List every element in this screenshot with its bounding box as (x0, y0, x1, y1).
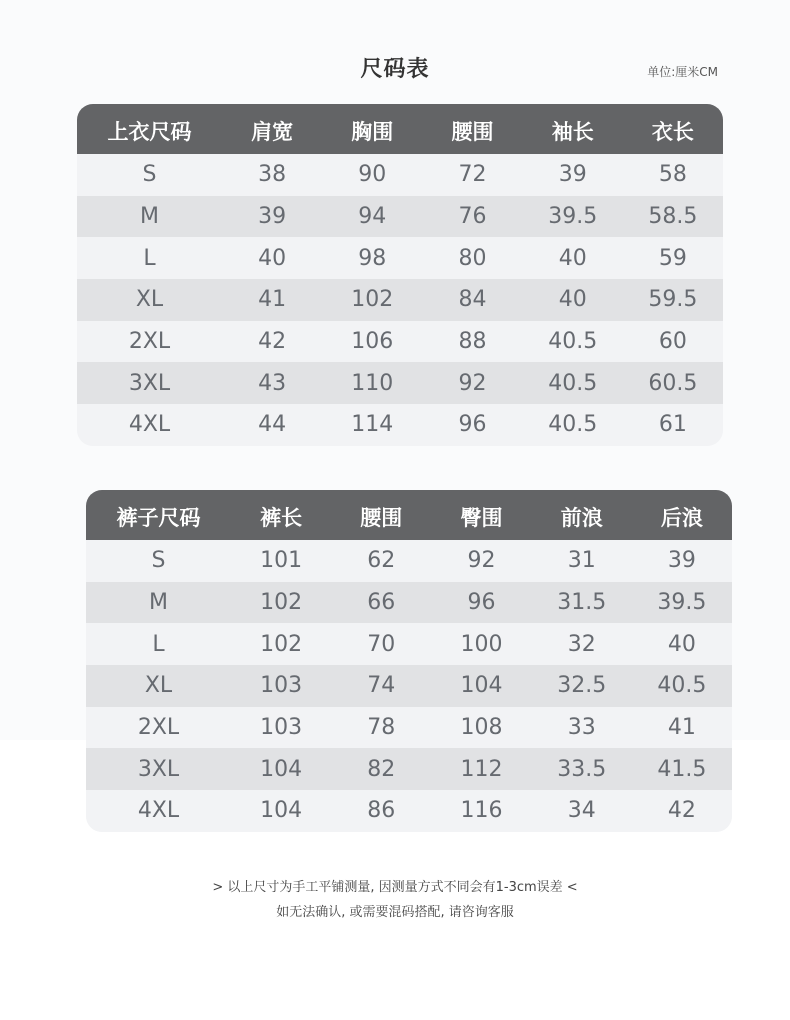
table-cell: 94 (358, 204, 387, 230)
table-cell: 86 (367, 798, 396, 824)
table-row (77, 237, 723, 279)
column-header: 前浪 (560, 506, 603, 530)
table-cell: 92 (467, 548, 496, 574)
table-cell: L (143, 245, 156, 271)
table-cell: 112 (460, 756, 503, 782)
table-cell: 38 (258, 162, 287, 188)
table-cell: XL (144, 673, 173, 699)
table-cell: S (142, 162, 157, 188)
column-header: 胸围 (351, 120, 394, 144)
table-cell: 62 (367, 548, 396, 574)
table-cell: 40.5 (548, 370, 598, 396)
table-cell: 40 (558, 287, 587, 313)
table-cell: 104 (460, 673, 503, 699)
column-header: 腰围 (360, 506, 403, 530)
table-cell: 72 (458, 162, 487, 188)
measurement-note: > 以上尺寸为手工平铺测量, 因测量方式不同会有1-3cm误差 < (212, 880, 578, 895)
table-cell: 59.5 (648, 287, 698, 313)
table-cell: 39 (667, 548, 696, 574)
column-header: 后浪 (660, 506, 703, 530)
table-cell: 34 (567, 798, 596, 824)
table-cell: 110 (351, 370, 394, 396)
table-cell: 33.5 (557, 756, 607, 782)
table-cell: 4XL (128, 412, 171, 438)
table-cell: 88 (458, 329, 487, 355)
column-header: 袖长 (551, 120, 594, 144)
top-size-table (77, 104, 723, 446)
table-row (86, 707, 732, 749)
table-cell: 101 (260, 548, 303, 574)
table-row (77, 321, 723, 363)
table-cell: 104 (260, 798, 303, 824)
table-cell: 41.5 (657, 756, 707, 782)
table-cell: 2XL (137, 715, 180, 741)
table-cell: 103 (260, 673, 303, 699)
table-cell: 108 (460, 715, 503, 741)
table-cell: 102 (351, 287, 394, 313)
table-cell: 41 (667, 715, 696, 741)
table-cell: 59 (658, 245, 687, 271)
table-cell: 41 (258, 287, 287, 313)
table-row (77, 279, 723, 321)
table-cell: 82 (367, 756, 396, 782)
table-cell: 98 (358, 245, 387, 271)
table-cell: 103 (260, 715, 303, 741)
column-header: 上衣尺码 (107, 120, 192, 144)
table-cell: 114 (351, 412, 394, 438)
table-cell: 96 (467, 590, 496, 616)
table-cell: XL (135, 287, 164, 313)
table-cell: 58.5 (648, 204, 698, 230)
table-cell: 92 (458, 370, 487, 396)
table-cell: 31 (567, 548, 596, 574)
table-row (77, 154, 723, 196)
column-header: 臀围 (460, 506, 503, 530)
table-cell: 40 (258, 245, 287, 271)
table-cell: 40 (667, 631, 696, 657)
table-cell: 32.5 (557, 673, 607, 699)
pants-size-table (86, 490, 732, 832)
page-title: 尺码表 (360, 57, 430, 82)
column-header: 肩宽 (251, 120, 294, 144)
column-header: 衣长 (651, 120, 694, 144)
table-cell: 104 (260, 756, 303, 782)
table-cell: 100 (460, 631, 503, 657)
table-cell: 40.5 (548, 412, 598, 438)
table-row (86, 665, 732, 707)
table-cell: 106 (351, 329, 394, 355)
table-cell: 58 (658, 162, 687, 188)
unit-label: 单位:厘米CM (647, 65, 718, 79)
column-header: 裤子尺码 (116, 506, 201, 530)
table-cell: 42 (667, 798, 696, 824)
table-cell: 40.5 (657, 673, 707, 699)
table-cell: 3XL (137, 756, 180, 782)
table-cell: 4XL (137, 798, 180, 824)
table-cell: 84 (458, 287, 487, 313)
table-cell: 44 (258, 412, 287, 438)
table-cell: 78 (367, 715, 396, 741)
table-row (86, 748, 732, 790)
table-cell: 102 (260, 590, 303, 616)
table-cell: 74 (367, 673, 396, 699)
service-note: 如无法确认, 或需要混码搭配, 请咨询客服 (276, 905, 514, 920)
table-row (86, 582, 732, 624)
table-cell: M (140, 204, 159, 230)
table-cell: 60 (658, 329, 687, 355)
table-cell: 40 (558, 245, 587, 271)
table-cell: 60.5 (648, 370, 698, 396)
table-cell: 66 (367, 590, 396, 616)
table-cell: 39 (558, 162, 587, 188)
table-cell: 32 (567, 631, 596, 657)
table-row (77, 362, 723, 404)
table-cell: 76 (458, 204, 487, 230)
table-cell: 61 (658, 412, 687, 438)
table-cell: 2XL (128, 329, 171, 355)
table-cell: 39 (258, 204, 287, 230)
table-cell: 39.5 (657, 590, 707, 616)
table-cell: M (149, 590, 168, 616)
table-header (77, 104, 723, 154)
table-cell: 70 (367, 631, 396, 657)
table-cell: 90 (358, 162, 387, 188)
table-row (86, 540, 732, 582)
table-row (77, 196, 723, 238)
column-header: 腰围 (451, 120, 494, 144)
table-body (86, 540, 732, 832)
column-header: 裤长 (260, 506, 303, 530)
table-cell: 40.5 (548, 329, 598, 355)
table-cell: 102 (260, 631, 303, 657)
table-cell: 96 (458, 412, 487, 438)
table-cell: 33 (567, 715, 596, 741)
table-cell: 116 (460, 798, 503, 824)
table-header (86, 490, 732, 540)
table-cell: 80 (458, 245, 487, 271)
table-cell: S (151, 548, 166, 574)
table-cell: L (152, 631, 165, 657)
table-cell: 39.5 (548, 204, 598, 230)
table-cell: 3XL (128, 370, 171, 396)
table-row (86, 623, 732, 665)
table-body (77, 154, 723, 446)
table-cell: 42 (258, 329, 287, 355)
table-cell: 43 (258, 370, 287, 396)
table-cell: 31.5 (557, 590, 607, 616)
table-row (77, 404, 723, 446)
table-row (86, 790, 732, 832)
